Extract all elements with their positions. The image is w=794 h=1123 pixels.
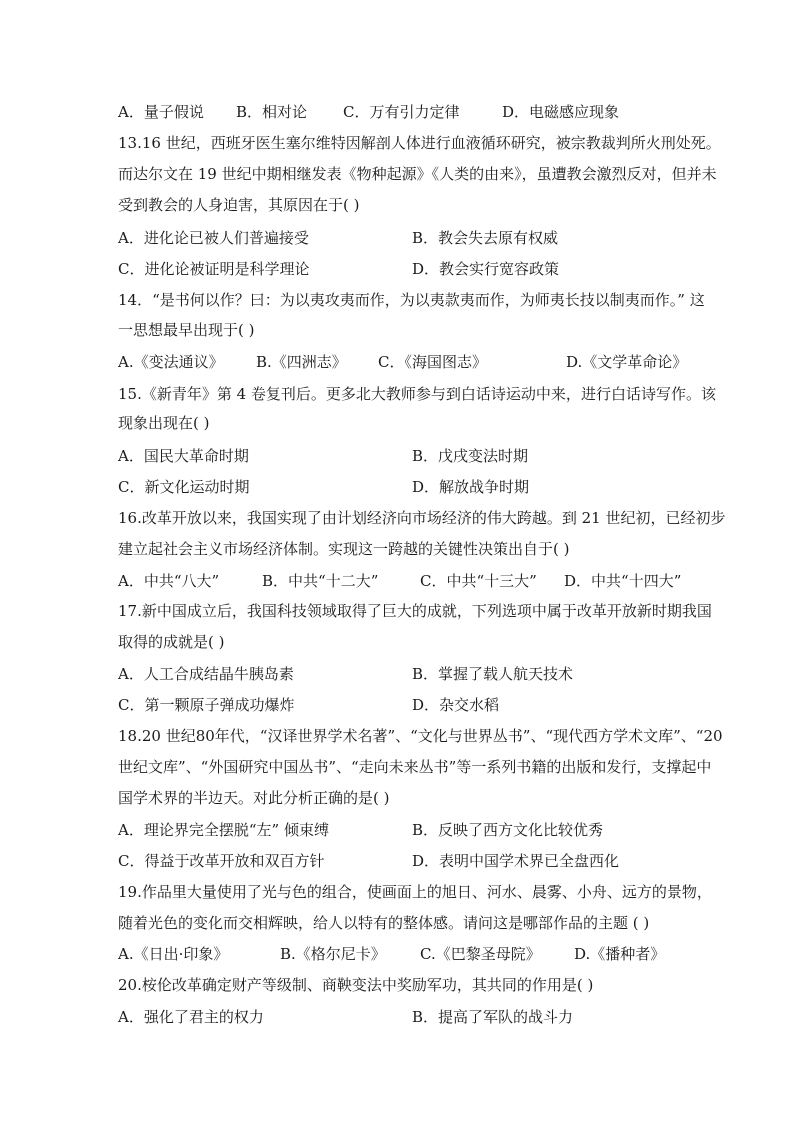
q15-option-d: D．解放战争时期 xyxy=(412,478,530,496)
q17-option-b: B．掌握了载人航天技术 xyxy=(412,665,574,683)
q18-stem-line-2: 世纪文库”、“外国研究中国丛书”、“走向未来丛书”等一系列书籍的出版和发行，支撑起中 xyxy=(118,758,712,776)
q13-option-b: B．教会失去原有权威 xyxy=(412,229,559,247)
q16-stem-line-1: 16.改革开放以来，我国实现了由计划经济向市场经济的伟大跨越。到 21 世纪初，已经初步 xyxy=(118,509,726,527)
q15-option-b: B．戊戌变法时期 xyxy=(412,447,529,465)
q14-option-a: A.《变法通议》 xyxy=(118,353,224,371)
q16-option-c: C．中共“十三大” xyxy=(420,572,537,590)
q12-option-a: A．量子假说 xyxy=(118,103,204,121)
q18-stem-line-3: 国学术界的半边天。对此分析正确的是( ) xyxy=(118,789,390,807)
q18-option-b: B．反映了西方文化比较优秀 xyxy=(412,821,604,839)
q17-option-a: A．人工合成结晶牛胰岛素 xyxy=(118,665,294,683)
q16-stem-line-2: 建立起社会主义市场经济体制。实现这一跨越的关键性决策出自于( ) xyxy=(118,540,570,558)
q13-option-a: A．进化论已被人们普遍接受 xyxy=(118,229,309,247)
q17-stem-line-2: 取得的成就是( ) xyxy=(118,633,225,651)
q16-option-d: D．中共“十四大” xyxy=(564,572,682,590)
q19-option-b: B.《格尔尼卡》 xyxy=(280,945,386,963)
q12-option-d: D．电磁感应现象 xyxy=(502,103,620,121)
q15-stem-line-1: 15.《新青年》第 4 卷复刊后。更多北大教师参与到白话诗运动中来，进行白话诗写作。该 xyxy=(118,385,716,403)
q19-stem-line-2: 随着光色的变化而交相辉映，给人以特有的整体感。请问这是哪部作品的主题 ( ) xyxy=(118,914,650,932)
q18-option-a: A．理论界完全摆脱“左” 倾束缚 xyxy=(118,821,329,839)
q18-option-d: D．表明中国学术界已全盘西化 xyxy=(412,852,620,870)
q15-stem-line-2: 现象出现在( ) xyxy=(118,414,210,432)
q13-option-d: D．教会实行宽容政策 xyxy=(412,260,560,278)
q13-stem-line-1: 13.16 世纪，西班牙医生塞尔维特因解剖人体进行血液循环研究，被宗教裁判所火刑处死。 xyxy=(118,134,721,152)
q17-option-c: C．第一颗原子弹成功爆炸 xyxy=(118,696,295,714)
q14-option-b: B.《四洲志》 xyxy=(256,353,347,371)
q20-stem-line-1: 20.桉伦改革确定财产等级制、商鞅变法中奖励军功，其共同的作用是( ) xyxy=(118,976,594,994)
q17-stem-line-1: 17.新中国成立后，我国科技领域取得了巨大的成就，下列选项中属于改革开放新时期我国 xyxy=(118,602,712,620)
q19-stem-line-1: 19.作品里大量使用了光与色的组合，使画面上的旭日、河水、晨雾、小舟、远方的景物， xyxy=(118,883,712,901)
q12-option-b: B．相对论 xyxy=(236,103,308,121)
q17-option-d: D．杂交水稻 xyxy=(412,696,500,714)
q13-option-c: C．进化论被证明是科学理论 xyxy=(118,260,310,278)
q20-option-b: B．提高了军队的战斗力 xyxy=(412,1008,574,1026)
q15-option-c: C．新文化运动时期 xyxy=(118,478,250,496)
q18-stem-line-1: 18.20 世纪80年代，“汉译世界学术名著”、“文化与世界丛书”、“现代西方学术文库”、“20 xyxy=(118,727,723,745)
q14-option-c: C．《海国图志》 xyxy=(378,353,487,371)
q16-option-a: A．中共“八大” xyxy=(118,572,220,590)
q19-option-d: D.《播种者》 xyxy=(574,945,666,963)
q14-stem-line-1: 14．“是书何以作？曰：为以夷攻夷而作，为以夷款夷而作，为师夷长技以制夷而作。” 这 xyxy=(118,291,705,309)
q15-option-a: A．国民大革命时期 xyxy=(118,447,249,465)
q16-option-b: B．中共“十二大” xyxy=(262,572,379,590)
q12-option-c: C．万有引力定律 xyxy=(343,103,460,121)
q19-option-c: C.《巴黎圣母院》 xyxy=(420,945,541,963)
q18-option-c: C．得益于改革开放和双百方针 xyxy=(118,852,325,870)
q14-stem-line-2: 一思想最早出现于( ) xyxy=(118,321,255,339)
q13-stem-line-3: 受到教会的人身迫害，其原因在于( ) xyxy=(118,196,360,214)
q20-option-a: A．强化了君主的权力 xyxy=(118,1008,264,1026)
q19-option-a: A.《日出·印象》 xyxy=(118,945,229,963)
q14-option-d: D.《文学革命论》 xyxy=(566,353,688,371)
q13-stem-line-2: 而达尔文在 19 世纪中期相继发表《物种起源》《人类的由来》，虽遭教会激烈反对，但并未 xyxy=(118,165,717,183)
